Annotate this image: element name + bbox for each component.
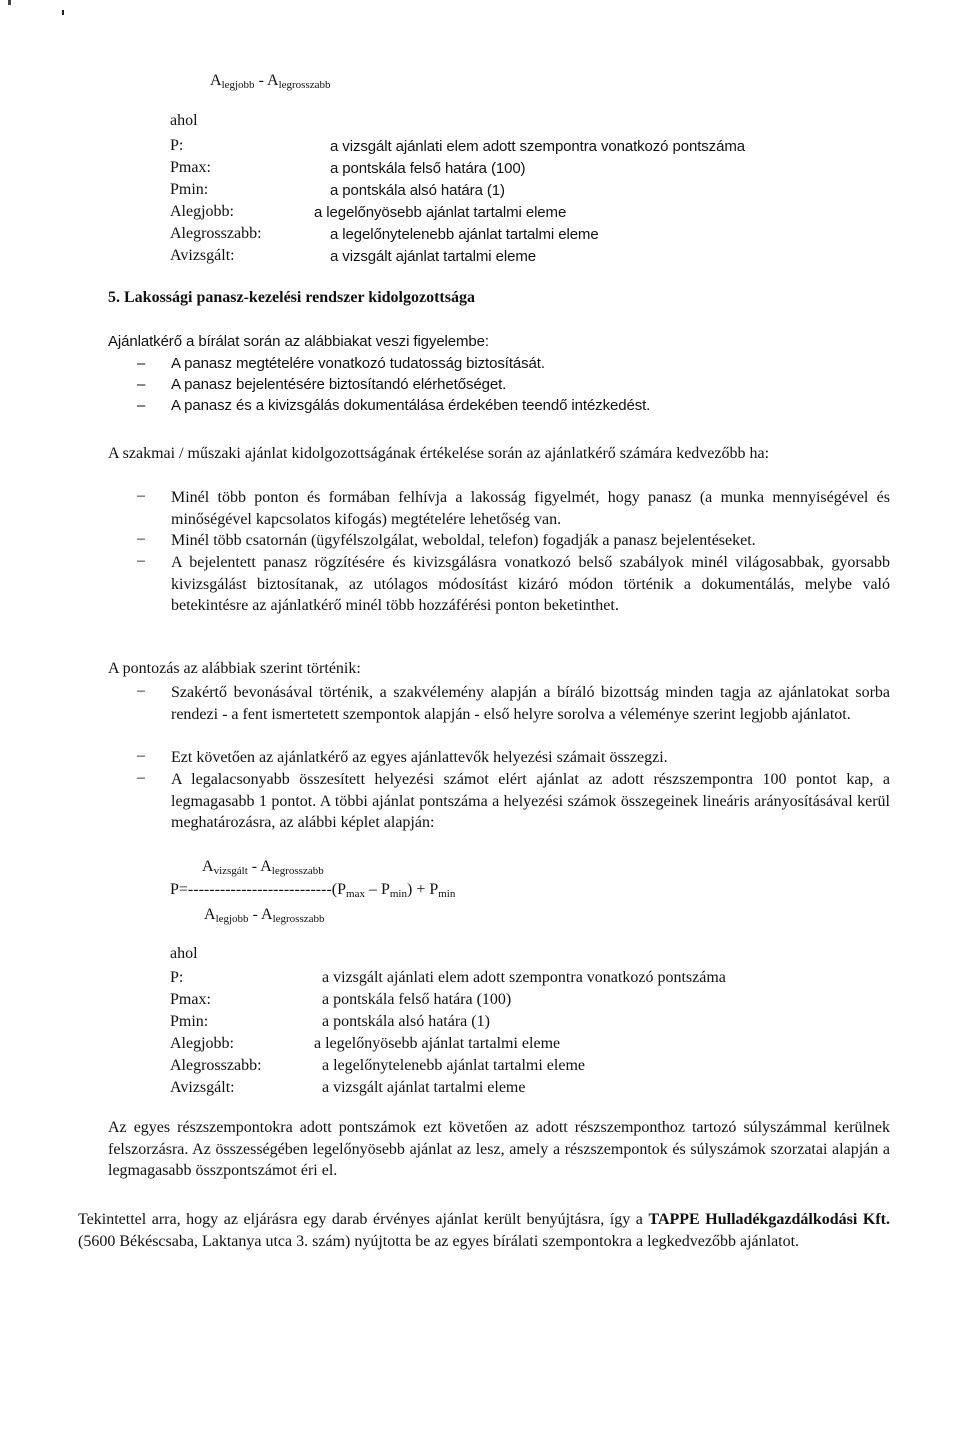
list-item-text: A legalacsonyabb összesített helyezési számot elért ajánlat az adott részszempontra 100 pontot kap, a legmagasabb 1 pontot. A többi ajánlat pontszáma a helyezési számok összegeinek lineáris arányosításával kerül meghatározásra, az alábbi képlet alapján: xyxy=(171,771,890,831)
formula-operator: - xyxy=(247,858,261,875)
definitions-block-1 xyxy=(0,112,960,272)
formula-subscript: legjobb xyxy=(215,913,249,925)
section-5-intro: Ajánlatkérő a bírálat során az alábbiakat veszi figyelembe: xyxy=(108,333,489,350)
dash-bullet: – xyxy=(137,747,145,764)
def-key: Pmin: xyxy=(170,1013,209,1030)
formula-fraction-bar: --------------------------- xyxy=(187,881,332,898)
list-item-text: Minél több csatornán (ügyfélszolgálat, weboldal, telefon) fogadják a panasz bejelentéseket. xyxy=(171,532,756,549)
dash-bullet: – xyxy=(137,682,145,699)
def-key: Pmin: xyxy=(170,181,209,198)
dash-bullet: – xyxy=(137,355,146,372)
formula-symbol: A xyxy=(210,72,222,89)
list-item-text: A panasz bejelentésére biztosítandó elérhetőséget. xyxy=(171,376,507,393)
def-key: Alegjobb: xyxy=(170,203,234,220)
section-5-list xyxy=(137,355,917,425)
def-value: a pontskála felső határa (100) xyxy=(330,160,526,177)
scoring-list xyxy=(137,682,890,842)
formula-rhs: (P xyxy=(331,881,347,898)
formula-subscript: min xyxy=(389,888,407,900)
company-name: TAPPE Hulladékgazdálkodási Kft. xyxy=(648,1211,890,1228)
closing-text: (5600 Békéscsaba, Laktanya utca 3. szám) nyújtotta be az egyes bírálati szempontokra a legkedvezőbb ajánlatot. xyxy=(78,1232,800,1250)
closing-paragraph-1: Az egyes részszempontokra adott pontszámok ezt követően az adott részszemponthoz tartozó súlyszámmal kerülnek felszorzásra. Az összességében legelőnyösebb ajánlat az lesz, amely a részszempontok és súlyszámok szorzatai alapján a legmagasabb összpontszámot éri el. xyxy=(108,1119,890,1179)
def-key: Alegrosszabb: xyxy=(170,225,262,242)
def-key: P: xyxy=(170,969,184,986)
formula-rhs: – P xyxy=(364,881,390,898)
scan-speck xyxy=(8,0,11,5)
definitions-intro: ahol xyxy=(170,945,198,962)
formula-symbol: A xyxy=(260,858,272,875)
dash-bullet: – xyxy=(137,552,145,569)
def-key: Avizsgált: xyxy=(170,247,235,264)
formula-rhs: ) + P xyxy=(407,881,439,898)
formula-lhs: P= xyxy=(170,881,188,898)
definitions-block-2 xyxy=(0,945,960,1105)
def-value: a vizsgált ajánlat tartalmi eleme xyxy=(322,1079,526,1096)
list-item xyxy=(137,397,651,414)
def-key: P: xyxy=(170,137,184,154)
section-5-title: 5. Lakossági panasz-kezelési rendszer kidolgozottsága xyxy=(108,289,475,306)
formula xyxy=(170,858,670,928)
def-key: Pmax: xyxy=(170,159,211,176)
def-key: Alegjobb: xyxy=(170,1035,234,1052)
scan-speck xyxy=(62,10,64,15)
criteria-paragraph: A szakmai / műszaki ajánlat kidolgozottságának értékelése során az ajánlatkérő számára kedvezőbb ha: xyxy=(108,445,770,462)
formula-subscript: legrosszabb xyxy=(272,913,325,925)
formula-subscript: legrosszabb xyxy=(278,79,331,91)
def-key: Avizsgált: xyxy=(170,1079,235,1096)
definitions-intro: ahol xyxy=(170,112,198,129)
formula-top-denominator xyxy=(210,72,331,91)
def-value: a legelőnyösebb ajánlat tartalmi eleme xyxy=(314,1035,561,1052)
def-value: a legelőnytelenebb ajánlat tartalmi eleme xyxy=(322,1057,585,1074)
def-key: Pmax: xyxy=(170,991,211,1008)
formula-operator: - xyxy=(254,72,268,89)
formula-subscript: max xyxy=(346,888,365,900)
def-value: a vizsgált ajánlati elem adott szempontra vonatkozó pontszáma xyxy=(322,969,726,986)
formula-symbol: A xyxy=(204,906,216,923)
dash-bullet: – xyxy=(137,487,145,504)
formula-numerator xyxy=(202,858,324,877)
formula-subscript: vizsgált xyxy=(213,865,248,877)
formula-subscript: legrosszabb xyxy=(271,865,324,877)
closing-text: Tekintettel arra, hogy az eljárásra egy darab érvényes ajánlat került benyújtásra, így a xyxy=(78,1211,649,1228)
def-value: a vizsgált ajánlat tartalmi eleme xyxy=(330,248,536,265)
list-item xyxy=(137,376,507,393)
def-value: a legelőnyösebb ajánlat tartalmi eleme xyxy=(314,204,567,221)
dash-bullet: – xyxy=(137,376,146,393)
def-value: a pontskála felső határa (100) xyxy=(322,991,512,1008)
list-item-text: A bejelentett panasz rögzítésére és kivizsgálásra vonatkozó belső szabályok minél világosabbak, gyorsabb kivizsgálást biztosítanak, az utólagos módosítást kizáró módon történik a dokumentálás, melybe való betekintésre az ajánlatkérő minél több hozzáférési ponton beketinthet. xyxy=(171,554,890,614)
formula-operator: - xyxy=(248,906,262,923)
dash-bullet: – xyxy=(137,769,145,786)
list-item-text: Ezt követően az ajánlatkérő az egyes ajánlattevők helyezési számait összegzi. xyxy=(171,749,668,766)
dash-bullet: – xyxy=(137,397,146,414)
formula-main-line xyxy=(170,881,455,900)
def-value: a vizsgált ajánlati elem adott szempontra vonatkozó pontszáma xyxy=(330,138,745,155)
formula-subscript: min xyxy=(438,888,456,900)
formula-denominator xyxy=(204,906,325,925)
closing-paragraph-2 xyxy=(78,1209,890,1252)
list-item-text: A panasz megtételére vonatkozó tudatosság biztosítását. xyxy=(171,355,545,372)
formula-symbol: A xyxy=(202,858,214,875)
formula-symbol: A xyxy=(267,72,279,89)
criteria-list xyxy=(137,487,890,642)
list-item xyxy=(137,355,545,372)
def-key: Alegrosszabb: xyxy=(170,1057,262,1074)
list-item-text: Szakértő bevonásával történik, a szakvélemény alapján a bíráló bizottság minden tagja az ajánlatokat sorba rendezi - a fent ismertetett szempontok alapján - első helyre sorolva a véleménye szerint legjobb ajánlatot. xyxy=(171,684,890,723)
list-item-text: Minél több ponton és formában felhívja a lakosság figyelmét, hogy panasz (a munka mennyiségével és minőségével kapcsolatos kifogás) megtételére lehetőség van. xyxy=(171,489,890,528)
formula-symbol: A xyxy=(261,906,273,923)
def-value: a pontskála alsó határa (1) xyxy=(322,1013,490,1030)
formula-subscript: legjobb xyxy=(221,79,255,91)
def-value: a pontskála alsó határa (1) xyxy=(330,182,505,199)
dash-bullet: – xyxy=(137,530,145,547)
scoring-intro: A pontozás az alábbiak szerint történik: xyxy=(108,660,361,677)
list-item-text: A panasz és a kivizsgálás dokumentálása érdekében teendő intézkedést. xyxy=(171,397,651,414)
def-value: a legelőnytelenebb ajánlat tartalmi eleme xyxy=(330,226,599,243)
